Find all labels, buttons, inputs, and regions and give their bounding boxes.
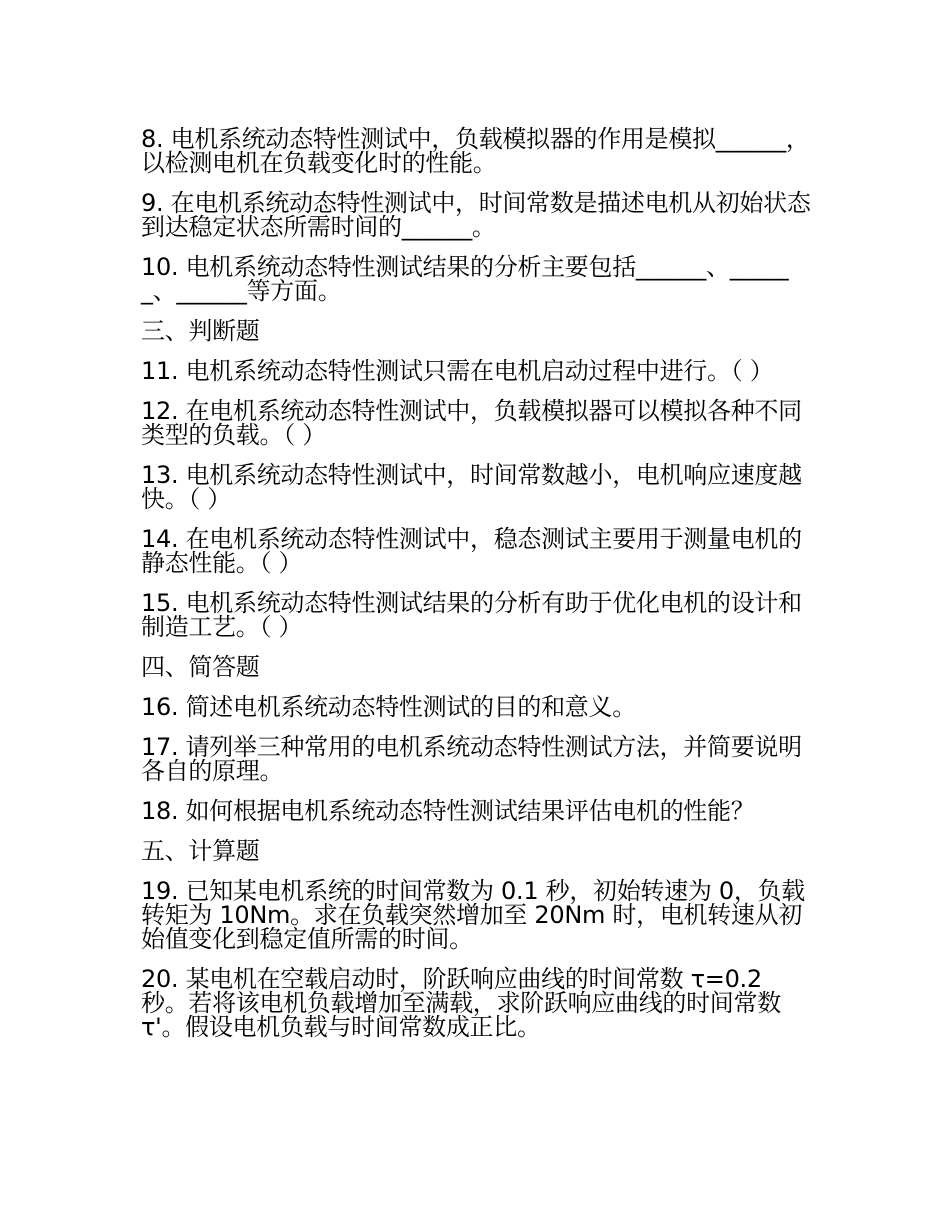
question-11: 11. 电机系统动态特性测试只需在电机启动过程中进行。（ ） bbox=[141, 357, 774, 385]
question-15: 15. 电机系统动态特性测试结果的分析有助于优化电机的设计和制造工艺。（ ） bbox=[141, 589, 802, 641]
question-18: 18. 如何根据电机系统动态特性测试结果评估电机的性能？ bbox=[141, 797, 755, 825]
question-10: 10. 电机系统动态特性测试结果的分析主要包括______、______、______等方面。 bbox=[141, 253, 789, 305]
question-17: 17. 请列举三种常用的电机系统动态特性测试方法，并简要说明各自的原理。 bbox=[141, 733, 802, 785]
question-13: 13. 电机系统动态特性测试中，时间常数越小，电机响应速度越快。（ ） bbox=[141, 461, 802, 513]
question-12: 12. 在电机系统动态特性测试中，负载模拟器可以模拟各种不同类型的负载。（ ） bbox=[141, 397, 802, 449]
section-heading-short-answer: 四、简答题 bbox=[141, 653, 260, 681]
document-page bbox=[141, 127, 813, 1055]
question-8: 8. 电机系统动态特性测试中，负载模拟器的作用是模拟______，以检测电机在负载变化时的性能。 bbox=[141, 125, 810, 177]
question-19: 19. 已知某电机系统的时间常数为 0.1 秒，初始转速为 0，负载转矩为 10Nm。求在负载突然增加至 20Nm 时，电机转速从初始值变化到稳定值所需的时间。 bbox=[141, 877, 805, 953]
question-20: 20. 某电机在空载启动时，阶跃响应曲线的时间常数 τ=0.2 秒。若将该电机负载增加至满载，求阶跃响应曲线的时间常数 τ'。假设电机负载与时间常数成正比。 bbox=[141, 965, 781, 1041]
section-heading-calculation: 五、计算题 bbox=[141, 837, 260, 865]
question-9: 9. 在电机系统动态特性测试中，时间常数是描述电机从初始状态到达稳定状态所需时间的______。 bbox=[141, 189, 811, 241]
question-14: 14. 在电机系统动态特性测试中，稳态测试主要用于测量电机的静态性能。（ ） bbox=[141, 525, 802, 577]
section-heading-true-false: 三、判断题 bbox=[141, 317, 260, 345]
question-16: 16. 简述电机系统动态特性测试的目的和意义。 bbox=[141, 693, 636, 721]
